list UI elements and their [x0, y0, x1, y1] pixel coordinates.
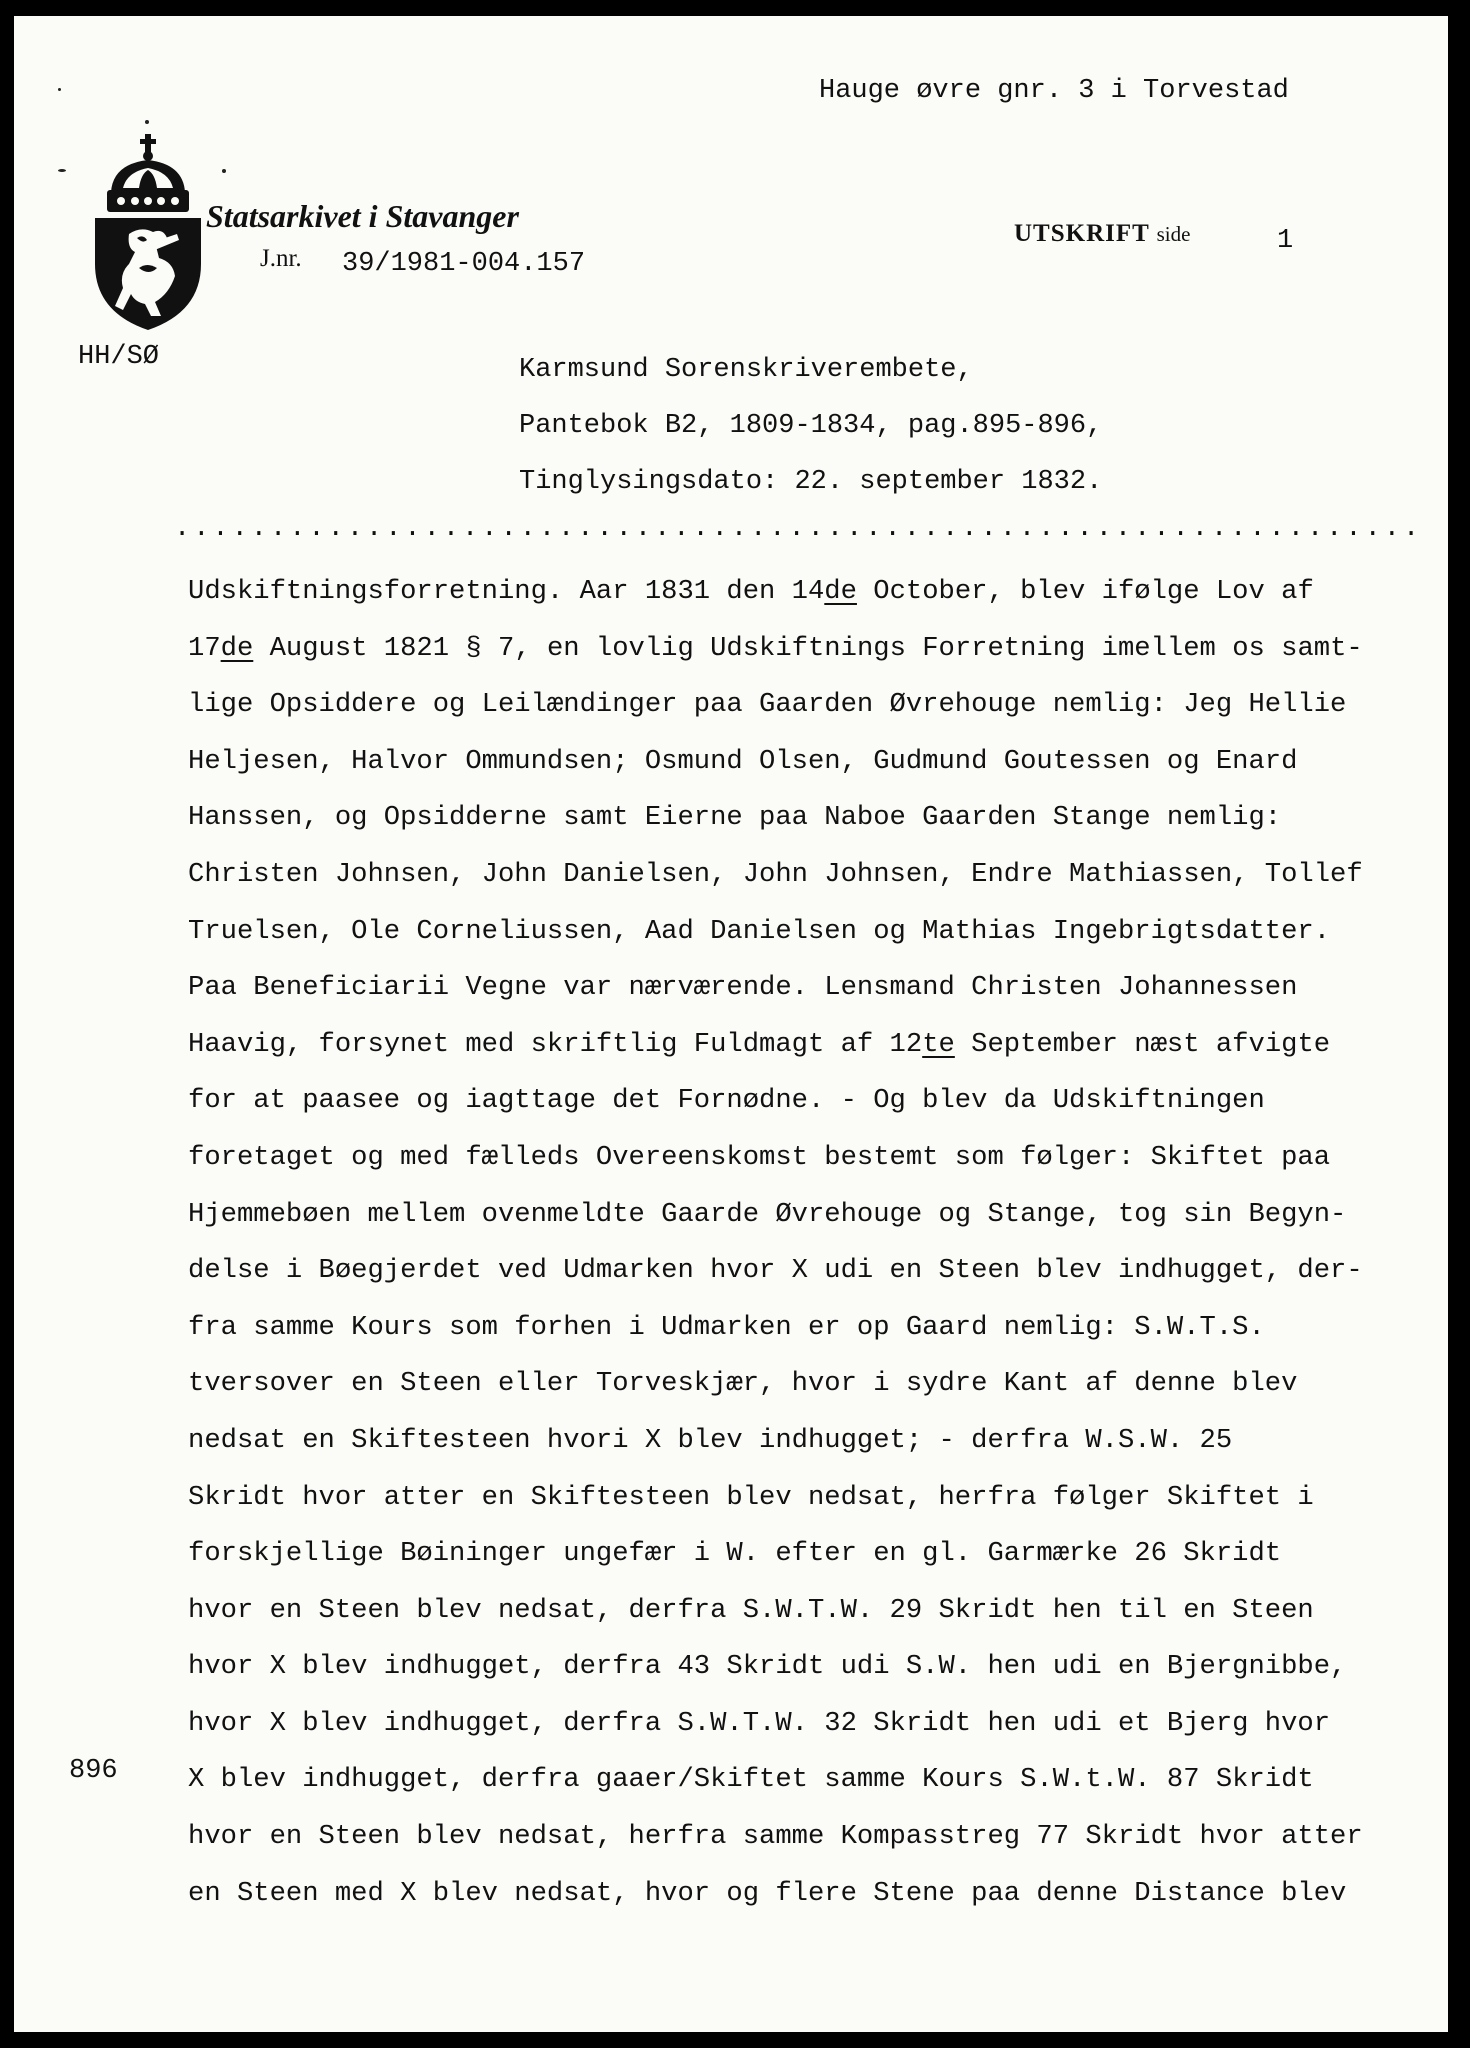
body-text-segment: Truelsen, Ole Corneliussen, Aad Danielsen og Mathias Ingebrigtsdatter. [188, 915, 1331, 947]
body-line [188, 1017, 1438, 1074]
source-line-date: Tinglysingsdato: 22. september 1832. [519, 467, 1103, 497]
body-line [188, 1300, 1438, 1357]
body-line [188, 1073, 1438, 1130]
underlined-suffix: de [824, 576, 857, 607]
body-text-segment: nedsat en Skiftesteen hvori X blev indhugget; - derfra W.S.W. 25 [188, 1424, 1233, 1456]
body-line [188, 790, 1438, 847]
body-text-segment: delse i Bøegjerdet ved Udmarken hvor X udi en Steen blev indhugget, der- [188, 1255, 1363, 1287]
body-text-segment: Hanssen, og Opsidderne samt Eierne paa Naboe Gaarden Stange nemlig: [188, 802, 1282, 834]
body-text-segment: Udskiftningsforretning. Aar 1831 den 14 [188, 576, 825, 607]
body-line [188, 1356, 1438, 1413]
body-text-segment: hvor en Steen blev nedsat, herfra samme Kompasstreg 77 Skridt hvor atter [188, 1821, 1363, 1853]
archive-name: Statsarkivet i Stavanger [206, 198, 519, 234]
property-location: Hauge øvre gnr. 3 i Torvestad [819, 76, 1289, 106]
scan-speck [222, 169, 226, 173]
body-line [188, 1866, 1438, 1923]
body-text-segment: fra samme Kours som forhen i Udmarken er op Gaard nemlig: S.W.T.S. [188, 1311, 1265, 1343]
body-line [188, 1696, 1438, 1753]
body-text-segment: X blev indhugget, derfra gaaer/Skiftet samme Kours S.W.t.W. 87 Skridt [188, 1764, 1314, 1796]
body-line [188, 960, 1438, 1017]
body-line [188, 1470, 1438, 1527]
body-line [188, 1130, 1438, 1187]
scan-speck [145, 120, 149, 124]
body-text-segment: forskjellige Bøininger ungefær i W. efter en gl. Garmærke 26 Skridt [188, 1538, 1282, 1570]
body-text-segment: hvor X blev indhugget, derfra 43 Skridt udi S.W. hen udi en Bjergnibbe, [188, 1651, 1347, 1683]
body-text-segment: Christen Johnsen, John Danielsen, John Johnsen, Endre Mathiassen, Tollef [188, 858, 1363, 890]
body-line [188, 1187, 1438, 1244]
body-text-segment: Paa Beneficiarii Vegne var nærværende. Lensmand Christen Johannessen [188, 972, 1298, 1004]
body-text-segment: for at paasee og iagttage det Fornødne. - Og blev da Udskiftningen [188, 1085, 1265, 1117]
scan-speck [58, 88, 61, 91]
source-line-book: Pantebok B2, 1809-1834, pag.895-896, [519, 411, 1103, 441]
body-text-segment: Haavig, forsynet med skriftlig Fuldmagt af 12 [188, 1028, 923, 1060]
body-line [188, 1752, 1438, 1809]
scan-speck [58, 169, 66, 172]
body-line [188, 904, 1438, 961]
body-text-segment: hvor en Steen blev nedsat, derfra S.W.T.W. 29 Skridt hen til en Steen [188, 1594, 1314, 1626]
source-reference [519, 342, 1102, 510]
body-text-segment: Heljesen, Halvor Ommundsen; Osmund Olsen, Gudmund Goutessen og Enard [188, 745, 1298, 777]
body-line [188, 564, 1438, 621]
author-initials: HH/SØ [78, 342, 160, 372]
body-line [188, 1583, 1438, 1640]
body-text-segment: September næst afvigte [954, 1028, 1331, 1060]
body-line [188, 1639, 1438, 1696]
dotted-separator: ................................................................. [174, 514, 1423, 544]
body-line [188, 677, 1438, 734]
body-text-segment: August 1821 § 7, en lovlig Udskiftnings Forretning imellem os samt- [253, 632, 1363, 664]
side-word: side [1156, 222, 1191, 246]
journal-number-label: J.nr. [260, 245, 302, 272]
source-line-office: Karmsund Sorenskriverembete, [519, 355, 973, 385]
coat-of-arms-icon [89, 134, 209, 334]
underlined-suffix: de [220, 632, 254, 664]
body-text-segment: lige Opsiddere og Leilændinger paa Gaarden Øvrehouge nemlig: Jeg Hellie [188, 689, 1347, 721]
transcript-label [1014, 220, 1190, 248]
transcript-body [188, 564, 1438, 1922]
underlined-suffix: te [922, 1028, 955, 1060]
body-line [188, 1243, 1438, 1300]
journal-number-value: 39/1981-004.157 [342, 249, 586, 279]
body-text-segment: foretaget og med fælleds Overeenskomst bestemt som følger: Skiftet paa [188, 1141, 1331, 1173]
body-text-segment: October, blev ifølge Lov af [856, 576, 1314, 607]
body-line [188, 1809, 1438, 1866]
body-text-segment: hvor X blev indhugget, derfra S.W.T.W. 32 Skridt hen udi et Bjerg hvor [188, 1707, 1331, 1739]
document-page [14, 16, 1448, 2032]
page-number: 1 [1277, 226, 1294, 256]
body-text-segment: 17 [188, 632, 221, 664]
body-line [188, 621, 1438, 678]
body-text-segment: tversover en Steen eller Torveskjær, hvor i sydre Kant af denne blev [188, 1368, 1298, 1400]
body-line [188, 847, 1438, 904]
body-line [188, 734, 1438, 791]
body-line [188, 1413, 1438, 1470]
utskrift-word: UTSKRIFT [1014, 220, 1150, 247]
body-text-segment: en Steen med X blev nedsat, hvor og flere Stene paa denne Distance blev [188, 1877, 1347, 1909]
body-line [188, 1526, 1438, 1583]
body-text-segment: Skridt hvor atter en Skiftesteen blev nedsat, herfra følger Skiftet i [188, 1481, 1314, 1513]
body-text-segment: Hjemmebøen mellem ovenmeldte Gaarde Øvrehouge og Stange, tog sin Begyn- [188, 1198, 1347, 1230]
margin-page-reference: 896 [69, 1756, 118, 1786]
